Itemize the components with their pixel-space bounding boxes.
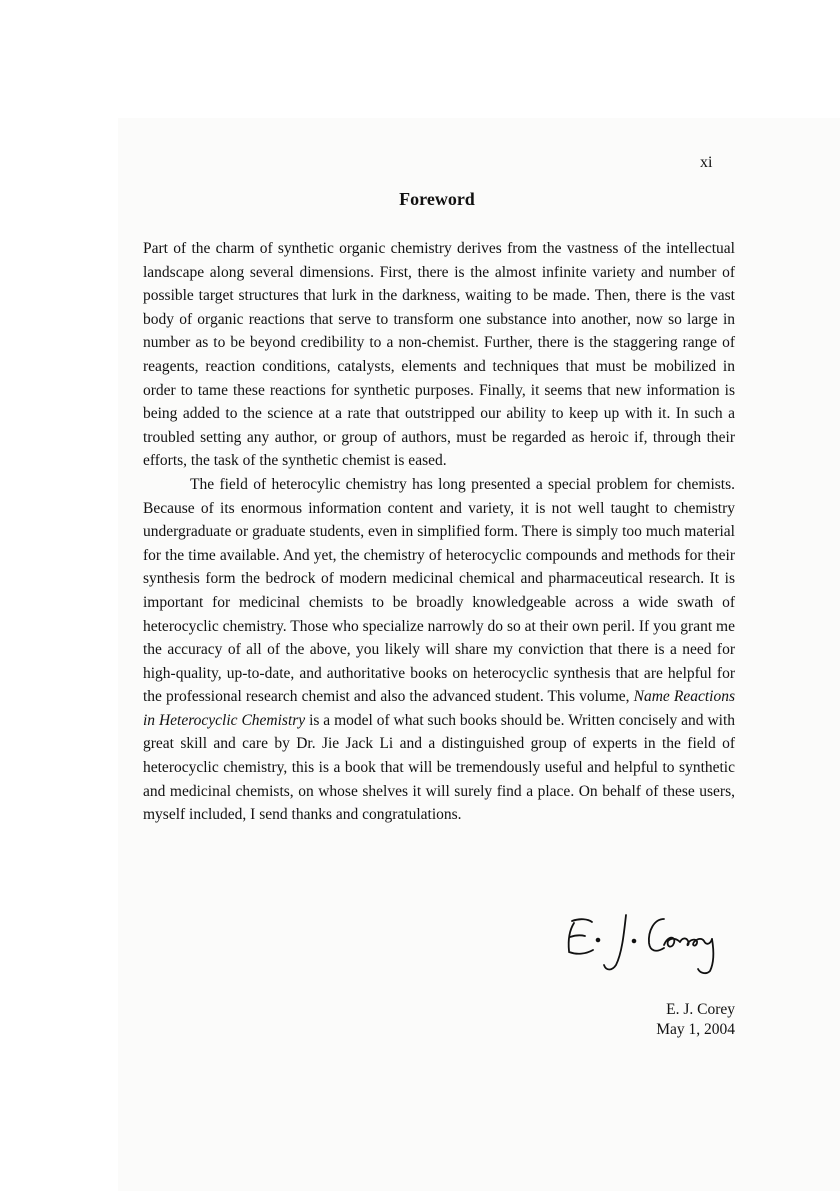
page-number: xi [700, 154, 713, 171]
paragraph-2-text-end: is a model of what such books should be. Written concisely and with great skill and care by Dr. Jie Jack Li and a distinguished group of experts in the field of heterocyclic chemistry, this is a book that will be tremendously useful and helpful to synthetic and medicinal chemists, on whose shelves it will surely find a place. On behalf of these users, myself included, I send thanks and congratulations. [143, 711, 736, 824]
paragraph-2 [143, 473, 735, 827]
handwritten-signature [560, 905, 740, 985]
foreword-body [143, 237, 735, 827]
signature-block [656, 1000, 735, 1040]
author-name: E. J. Corey [666, 1001, 735, 1018]
paragraph-1: Part of the charm of synthetic organic chemistry derives from the vastness of the intellectual landscape along several dimensions. First, there is the almost infinite variety and number of possible target structures that lurk in the darkness, waiting to be made. Then, there is the vast body of organic reactions that serve to transform one substance into another, now so large in number as to be beyond credibility to a non-chemist. Further, there is the staggering range of reagents, reaction conditions, catalysts, elements and techniques that must be mobilized in order to tame these reactions for synthetic purposes. Finally, it seems that new information is being added to the science at a rate that outstripped our ability to keep up with it. In such a troubled setting any author, or group of authors, must be regarded as heroic if, through their efforts, the task of the synthetic chemist is eased. [143, 240, 735, 470]
signature-date: May 1, 2004 [656, 1021, 735, 1038]
paragraph-2-text-start: The field of heterocylic chemistry has long presented a special problem for chemists. Because of its enormous information content and variety, it is not well taught to chemistry undergraduate or graduate students, even in simplified form. There is simply too much material for the time available. And yet, the chemistry of heterocyclic compounds and methods for their synthesis form the bedrock of modern medicinal chemical and pharmaceutical research. It is important for medicinal chemists to be broadly knowledgeable across a wide swath of heterocyclic chemistry. Those who specialize narrowly do so at their own peril. If you grant me the accuracy of all of the above, you likely will share my conviction that there is a need for high-quality, up-to-date, and authoritative books on heterocyclic synthesis that are helpful for the professional research chemist and also the advanced student. This volume, [143, 475, 735, 706]
page-title: Foreword [399, 189, 475, 209]
book-title-italic: Name Reactions in Heterocyclic Chemistry [143, 688, 735, 729]
